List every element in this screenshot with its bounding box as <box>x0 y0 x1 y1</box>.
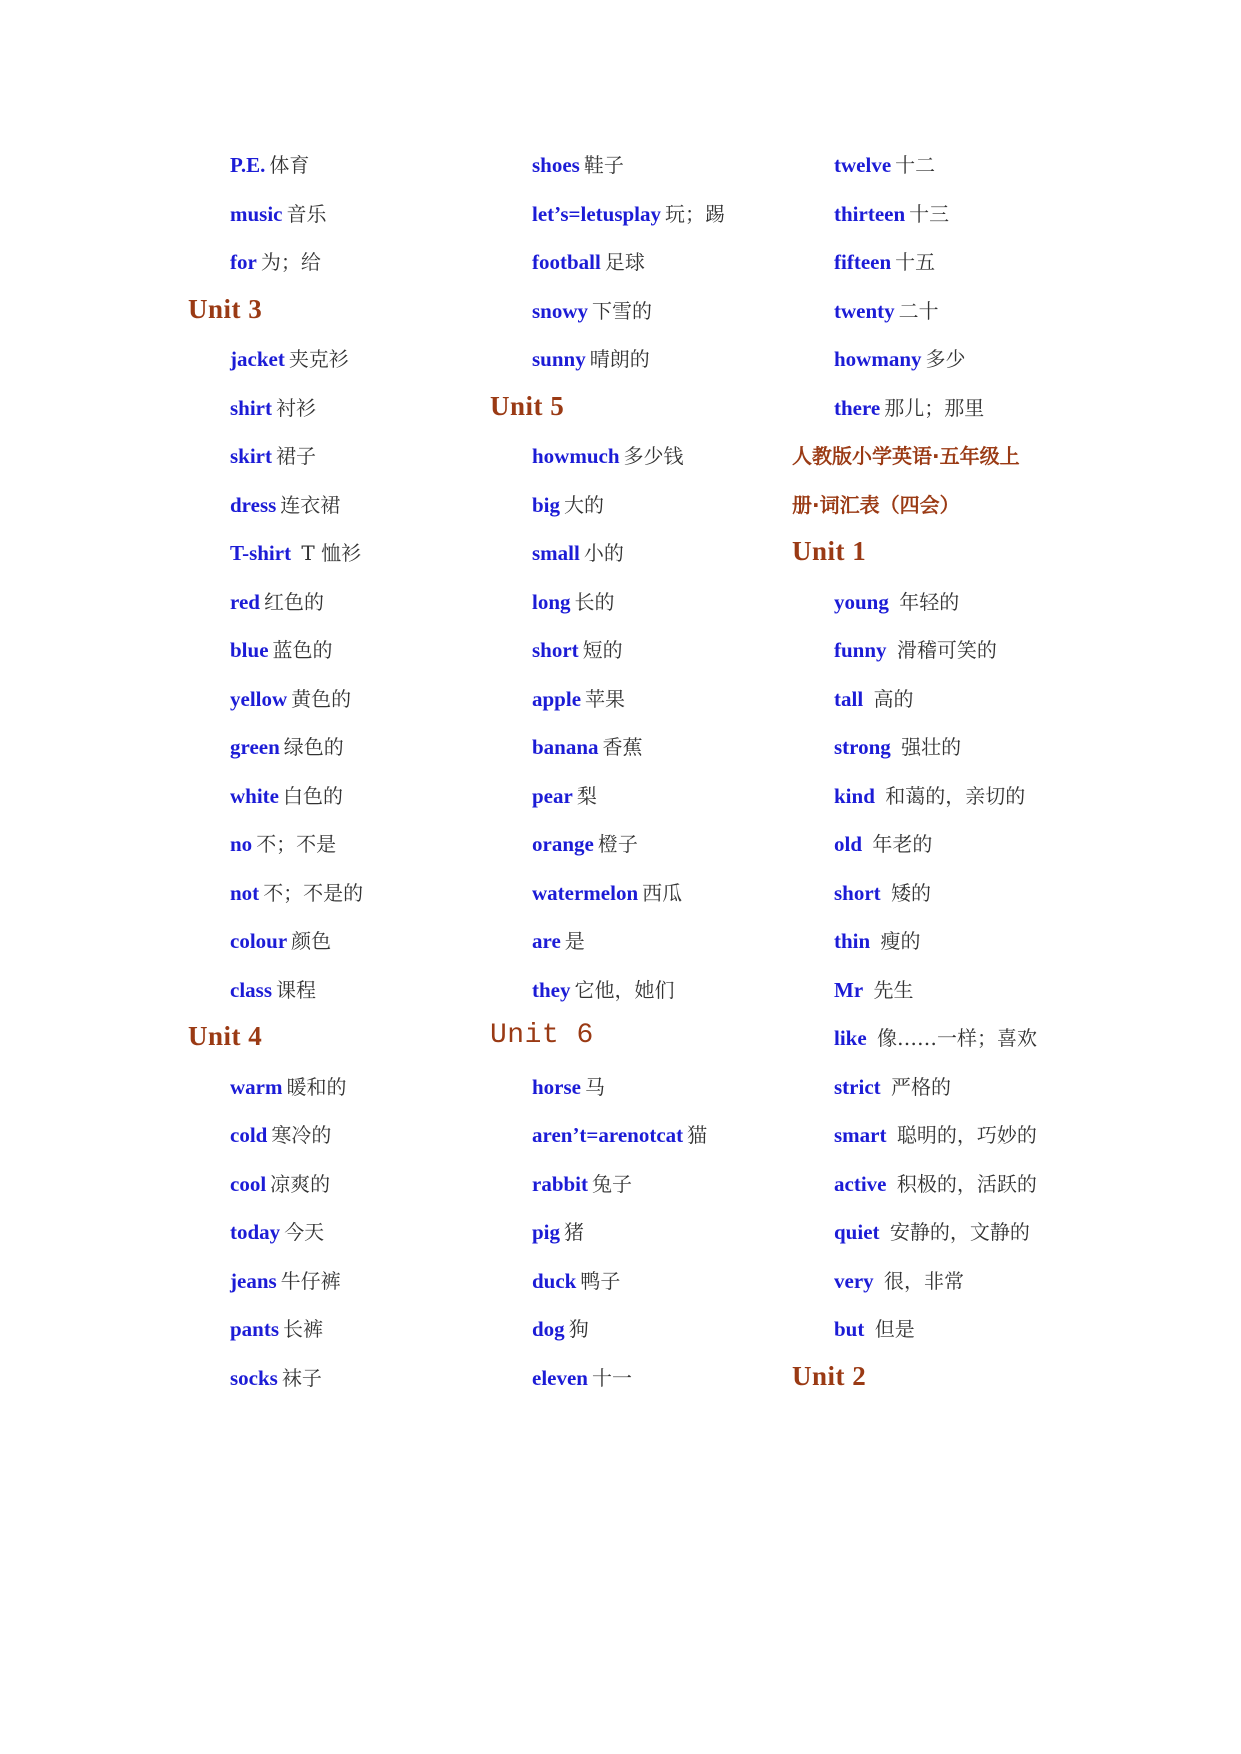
vocab-word: no <box>230 832 253 856</box>
vocab-meaning: 今天 <box>284 1220 325 1244</box>
vocab-word: strict <box>834 1074 881 1099</box>
vocab-word: orange <box>532 832 594 856</box>
vocab-entry <box>792 1266 964 1296</box>
vocab-entry <box>188 441 316 471</box>
vocab-meaning: 兔子 <box>592 1171 633 1196</box>
unit-heading: Unit 5 <box>490 390 565 421</box>
vocab-meaning: 十一 <box>591 1365 632 1390</box>
vocab-word: eleven <box>532 1365 588 1390</box>
vocab-meaning: 足球 <box>604 250 645 274</box>
vocab-meaning: 颜色 <box>291 929 332 953</box>
vocab-word: music <box>230 201 283 226</box>
vocab-entry <box>490 296 652 326</box>
vocab-entry <box>188 199 327 229</box>
vocab-entry <box>792 635 997 665</box>
vocab-word: snowy <box>532 298 589 323</box>
vocab-entry <box>188 1120 331 1150</box>
vocab-word: banana <box>532 735 599 759</box>
vocab-word: shirt <box>230 395 272 420</box>
vocab-word: tall <box>834 686 864 711</box>
vocab-meaning: 那儿；那里 <box>884 395 985 420</box>
vocab-meaning: 白色的 <box>283 783 343 808</box>
vocab-entry <box>490 926 585 956</box>
vocab-entry <box>188 247 321 277</box>
vocab-word: white <box>230 783 279 808</box>
vocab-meaning: 鞋子 <box>583 153 624 177</box>
vocab-meaning: 课程 <box>276 977 316 1002</box>
vocab-meaning: 马 <box>585 1074 605 1099</box>
vocab-word: long <box>532 589 571 614</box>
vocab-word: watermelon <box>532 880 639 905</box>
vocab-word: twelve <box>834 153 892 177</box>
vocab-word: old <box>834 832 863 856</box>
vocab-meaning: 小的 <box>583 541 624 565</box>
vocab-entry <box>490 878 682 908</box>
vocab-word: cold <box>230 1123 268 1147</box>
vocab-entry <box>188 975 316 1005</box>
vocab-meaning: 它他，她们 <box>574 977 675 1002</box>
vocab-meaning: 红色的 <box>263 589 324 614</box>
vocab-entry <box>792 732 961 762</box>
vocab-meaning: 很，非常 <box>877 1268 965 1293</box>
unit-heading: Unit 3 <box>188 293 263 324</box>
unit-heading: Unit 2 <box>792 1360 867 1391</box>
vocab-meaning: 牛仔裤 <box>280 1268 341 1293</box>
vocab-word: T-shirt <box>230 541 292 565</box>
vocab-word: young <box>834 589 889 614</box>
document-title: 人教版小学英语·五年级上 <box>792 444 1020 468</box>
vocab-word: Mr <box>834 977 864 1002</box>
vocab-meaning: 聪明的，巧妙的 <box>890 1123 1037 1147</box>
vocab-meaning: 多少钱 <box>623 444 684 468</box>
unit-heading: Unit 4 <box>188 1021 263 1051</box>
vocab-meaning: 凉爽的 <box>270 1171 331 1196</box>
vocab-entry <box>792 150 935 180</box>
vocab-meaning: 橙子 <box>597 832 638 856</box>
vocab-word: duck <box>532 1268 577 1293</box>
vocab-entry <box>490 1217 584 1247</box>
vocab-entry <box>490 199 725 229</box>
vocab-entry <box>792 926 921 956</box>
vocab-word: P.E. <box>230 153 266 177</box>
vocab-word: small <box>532 541 580 565</box>
vocab-entry <box>490 1169 632 1199</box>
vocab-word: strong <box>834 735 891 759</box>
vocab-entry <box>188 150 309 180</box>
vocab-meaning: 暖和的 <box>286 1074 347 1099</box>
vocab-meaning: T 恤衫 <box>295 541 362 565</box>
vocab-meaning: 袜子 <box>281 1365 322 1390</box>
vocab-meaning: 蓝色的 <box>272 638 333 662</box>
vocab-word: are <box>532 929 561 953</box>
vocab-meaning: 积极的，活跃的 <box>890 1171 1037 1196</box>
vocab-entry <box>188 1072 346 1102</box>
vocab-meaning: 猫 <box>687 1123 708 1147</box>
vocab-word: today <box>230 1220 281 1244</box>
vocab-entry <box>490 732 643 762</box>
vocab-entry <box>188 829 336 859</box>
vocab-word: howmany <box>834 347 922 371</box>
vocab-meaning: 滑稽可笑的 <box>890 638 997 662</box>
vocab-meaning: 苹果 <box>585 686 626 711</box>
vocab-entry <box>490 247 645 277</box>
vocab-meaning: 是 <box>564 929 585 953</box>
vocab-entry <box>792 975 914 1005</box>
vocab-entry <box>188 490 340 520</box>
vocab-entry <box>188 926 331 956</box>
vocab-word: sunny <box>532 347 586 371</box>
vocab-entry <box>490 1314 589 1344</box>
vocab-word: funny <box>834 638 887 662</box>
vocab-word: blue <box>230 638 269 662</box>
vocab-word: thin <box>834 929 871 953</box>
vocab-entry <box>792 1217 1030 1247</box>
vocab-word: shoes <box>532 153 580 177</box>
vocab-meaning: 严格的 <box>884 1074 951 1099</box>
vocab-meaning: 鸭子 <box>580 1268 621 1293</box>
vocab-meaning: 狗 <box>568 1317 589 1341</box>
vocab-word: dress <box>230 492 277 517</box>
vocab-entry <box>792 1120 1037 1150</box>
vocab-meaning: 体育 <box>269 153 310 177</box>
vocab-entry <box>188 1217 324 1247</box>
vocab-entry <box>490 829 638 859</box>
vocab-entry <box>188 1314 323 1344</box>
vocab-entry <box>490 975 675 1005</box>
vocab-meaning: 但是 <box>868 1317 915 1341</box>
vocab-meaning: 寒冷的 <box>271 1123 332 1147</box>
vocab-meaning: 强壮的 <box>894 735 962 759</box>
vocab-entry <box>188 635 333 665</box>
vocab-word: howmuch <box>532 444 620 468</box>
vocab-word: let’s=letusplay <box>532 201 662 226</box>
vocab-word: jacket <box>230 347 285 371</box>
vocab-entry <box>490 1072 605 1102</box>
vocab-meaning: 连衣裙 <box>280 492 341 517</box>
vocab-meaning: 短的 <box>582 638 623 662</box>
unit-heading: Unit 1 <box>792 536 867 566</box>
vocab-entry <box>792 587 959 617</box>
vocab-meaning: 黄色的 <box>291 686 352 711</box>
vocab-word: rabbit <box>532 1171 589 1196</box>
vocab-word: apple <box>532 686 582 711</box>
vocab-entry <box>188 393 316 423</box>
vocab-meaning: 多少 <box>925 347 966 371</box>
vocab-entry <box>490 587 615 617</box>
vocab-entry <box>490 635 623 665</box>
vocab-entry <box>792 1023 1037 1053</box>
vocab-entry <box>490 441 684 471</box>
vocab-entry <box>792 247 935 277</box>
vocab-entry <box>490 344 650 374</box>
vocab-meaning: 香蕉 <box>602 735 643 759</box>
vocab-word: not <box>230 880 260 905</box>
vocab-word: skirt <box>230 444 272 468</box>
vocab-word: dog <box>532 1317 565 1341</box>
vocab-entry <box>188 878 363 908</box>
vocab-word: socks <box>230 1365 278 1390</box>
vocab-entry <box>188 344 349 374</box>
vocab-meaning: 高的 <box>867 686 914 711</box>
vocab-entry <box>792 393 984 423</box>
vocab-entry <box>490 150 624 180</box>
vocab-meaning: 梨 <box>576 783 597 808</box>
vocab-word: football <box>532 250 601 274</box>
vocab-entry <box>188 587 324 617</box>
vocab-entry <box>490 1120 707 1150</box>
vocab-word: fifteen <box>834 250 892 274</box>
vocab-meaning: 音乐 <box>286 201 327 226</box>
vocab-meaning: 长的 <box>574 589 615 614</box>
vocab-meaning: 下雪的 <box>592 298 653 323</box>
vocab-meaning: 不；不是 <box>256 832 337 856</box>
vocab-word: big <box>532 492 561 517</box>
vocab-meaning: 矮的 <box>884 880 932 905</box>
vocab-meaning: 晴朗的 <box>589 347 650 371</box>
vocab-word: but <box>834 1317 865 1341</box>
vocab-meaning: 大的 <box>564 492 605 517</box>
vocab-word: cool <box>230 1171 267 1196</box>
document-title: 册·词汇表（四会） <box>792 492 960 517</box>
vocab-word: smart <box>834 1123 887 1147</box>
vocab-meaning: 先生 <box>867 977 914 1002</box>
vocab-meaning: 安静的，文静的 <box>883 1220 1030 1244</box>
vocab-word: short <box>834 880 881 905</box>
vocab-word: class <box>230 977 272 1002</box>
vocab-entry <box>490 490 604 520</box>
vocab-word: short <box>532 638 579 662</box>
vocab-meaning: 十五 <box>895 250 936 274</box>
vocab-entry <box>490 538 624 568</box>
vocab-word: pig <box>532 1220 561 1244</box>
vocab-entry <box>490 781 597 811</box>
vocab-meaning: 年轻的 <box>892 589 960 614</box>
vocab-entry <box>490 1266 620 1296</box>
vocab-entry <box>792 781 1025 811</box>
vocab-entry <box>188 684 351 714</box>
vocab-word: colour <box>230 929 288 953</box>
vocab-word: aren’t=arenotcat <box>532 1123 684 1147</box>
vocab-entry <box>792 684 914 714</box>
vocab-meaning: 西瓜 <box>642 880 683 905</box>
vocab-word: pants <box>230 1317 280 1341</box>
vocab-word: active <box>834 1171 887 1196</box>
vocab-word: red <box>230 589 260 614</box>
vocab-entry <box>188 1266 341 1296</box>
vocab-entry <box>792 199 949 229</box>
vocab-word: yellow <box>230 686 288 711</box>
vocab-word: kind <box>834 783 875 808</box>
vocab-word: green <box>230 735 280 759</box>
vocab-meaning: 像……一样；喜欢 <box>870 1026 1038 1050</box>
vocab-entry <box>792 878 931 908</box>
vocab-entry <box>188 1363 322 1393</box>
vocab-meaning: 十三 <box>909 201 950 226</box>
vocab-entry <box>188 781 343 811</box>
vocab-word: warm <box>230 1074 283 1099</box>
vocab-entry <box>188 538 361 568</box>
vocab-word: thirteen <box>834 201 906 226</box>
vocab-entry <box>792 1072 951 1102</box>
vocab-meaning: 绿色的 <box>283 735 344 759</box>
vocab-word: like <box>834 1026 867 1050</box>
vocab-meaning: 猪 <box>564 1220 585 1244</box>
vocab-meaning: 夹克衫 <box>288 347 349 371</box>
unit-heading: Unit 6 <box>490 1020 594 1051</box>
vocab-meaning: 十二 <box>895 153 936 177</box>
vocab-word: quiet <box>834 1220 880 1244</box>
vocab-word: there <box>834 395 881 420</box>
vocab-meaning: 裙子 <box>276 444 316 468</box>
vocab-entry <box>188 732 344 762</box>
vocab-entry <box>792 1169 1037 1199</box>
vocab-entry <box>490 1363 632 1393</box>
vocab-meaning: 瘦的 <box>874 929 921 953</box>
vocab-word: very <box>834 1268 874 1293</box>
vocab-meaning: 衬衫 <box>276 395 316 420</box>
vocab-meaning: 为；给 <box>260 250 321 274</box>
vocab-meaning: 二十 <box>898 298 939 323</box>
vocab-meaning: 长裤 <box>283 1317 324 1341</box>
vocab-entry <box>792 296 939 326</box>
vocab-column-2 <box>490 0 790 1754</box>
vocab-meaning: 不；不是的 <box>263 880 364 905</box>
vocab-entry <box>792 829 932 859</box>
vocab-column-3 <box>792 0 1092 1754</box>
vocab-word: for <box>230 250 257 274</box>
vocab-meaning: 年老的 <box>866 832 933 856</box>
vocab-word: jeans <box>230 1268 277 1293</box>
vocab-word: pear <box>532 783 573 808</box>
vocab-column-1 <box>188 0 488 1754</box>
vocab-entry <box>792 1314 915 1344</box>
vocab-entry <box>490 684 625 714</box>
vocab-word: twenty <box>834 298 895 323</box>
vocab-meaning: 和蔼的，亲切的 <box>878 783 1026 808</box>
vocab-word: horse <box>532 1074 581 1099</box>
vocab-entry <box>188 1169 330 1199</box>
vocab-word: they <box>532 977 571 1002</box>
vocab-entry <box>792 344 966 374</box>
vocab-meaning: 玩；踢 <box>665 201 726 226</box>
